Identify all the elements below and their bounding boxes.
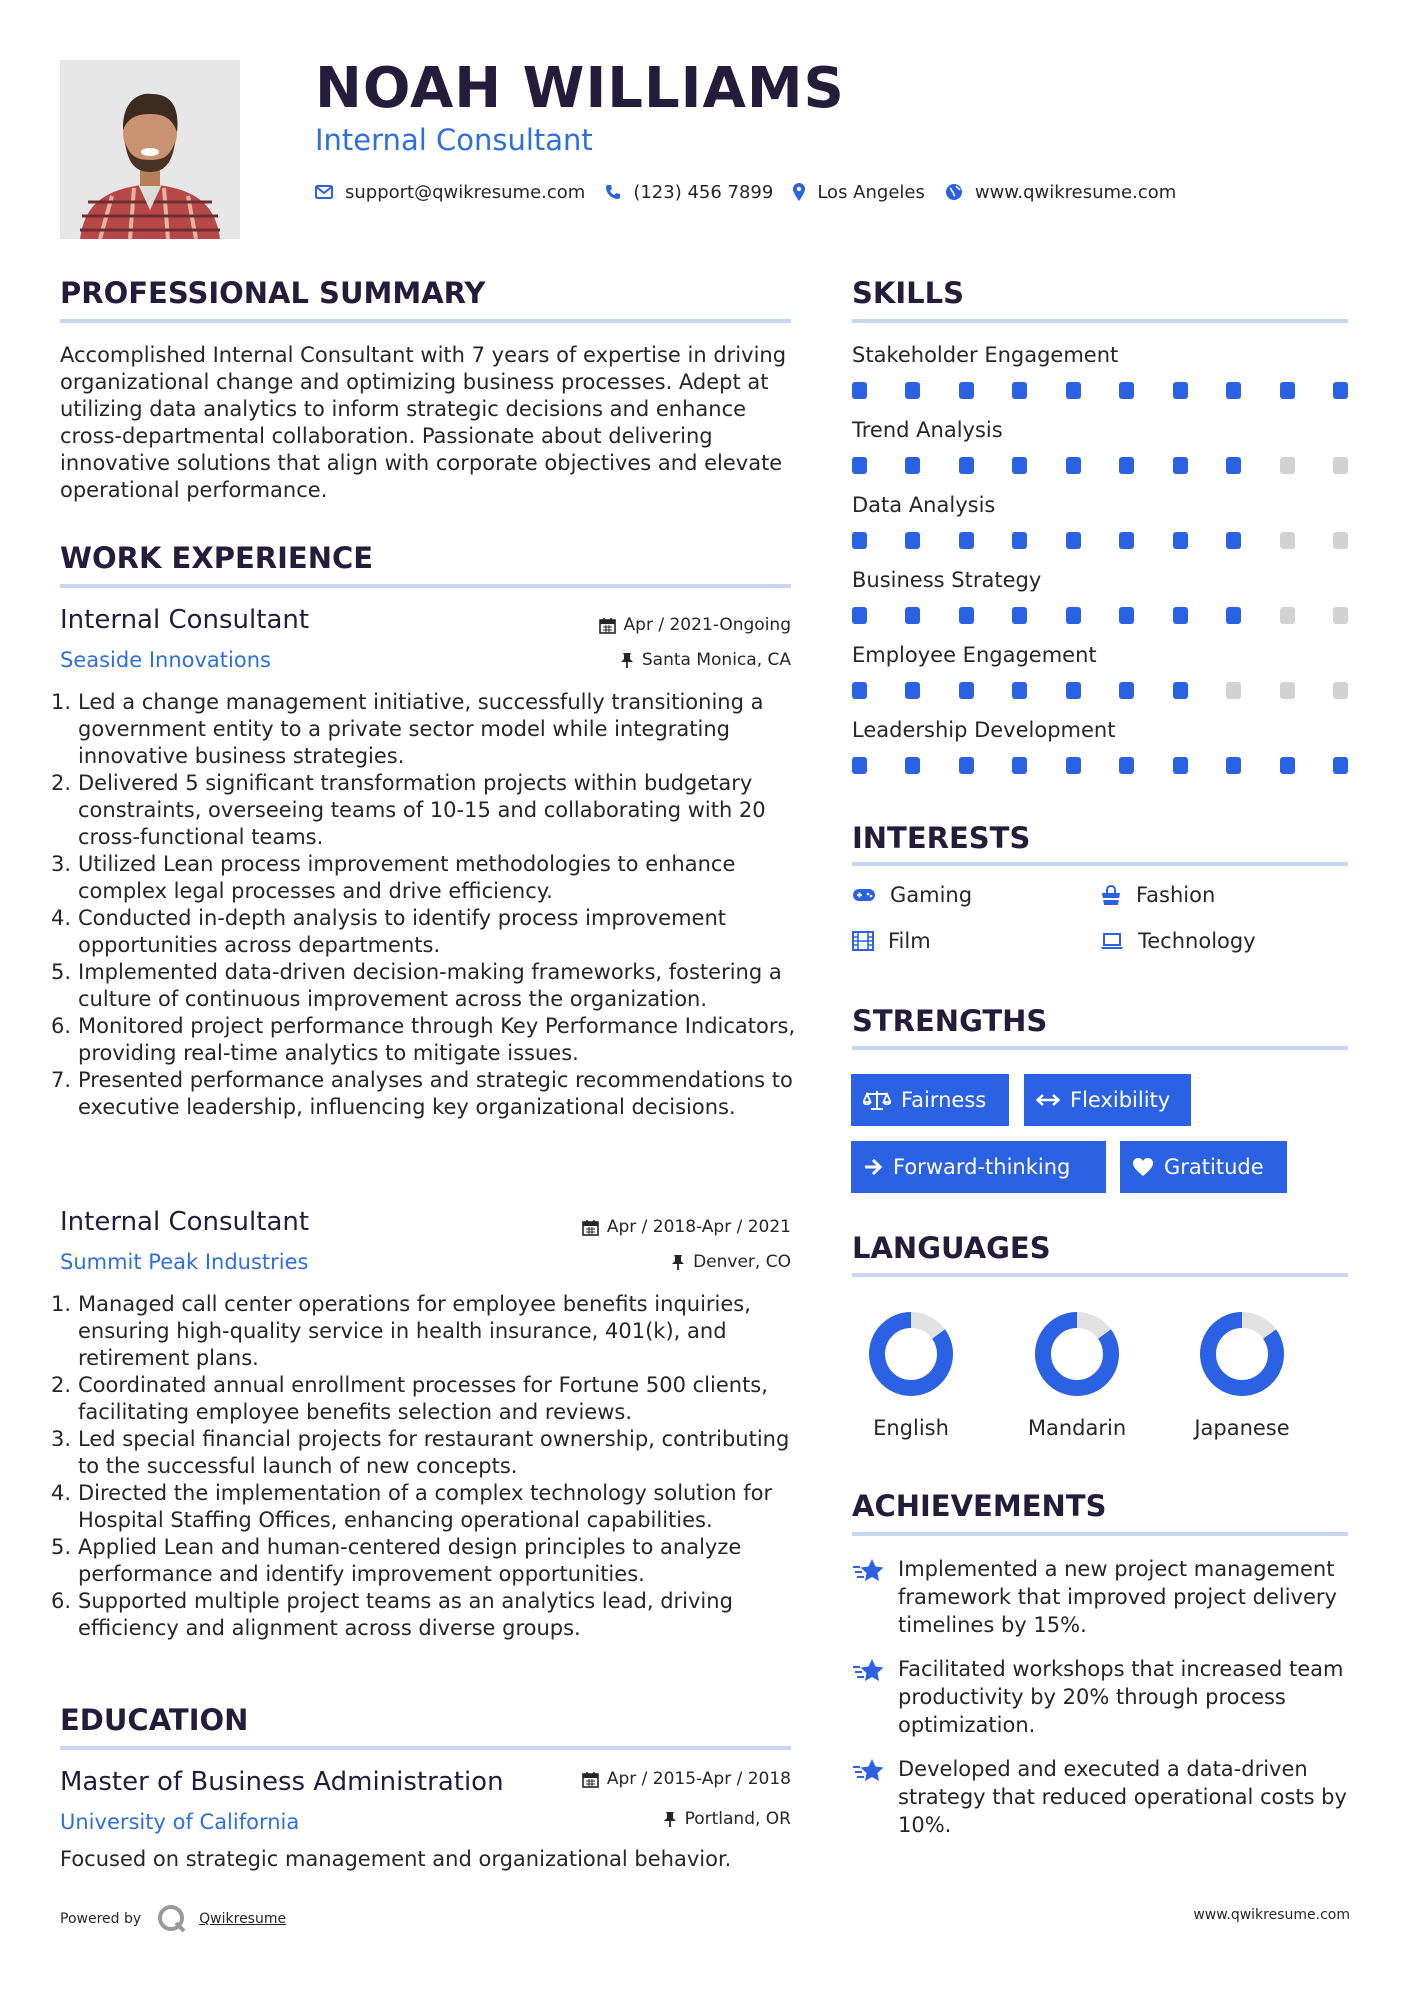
- strength-label: Forward-thinking: [893, 1155, 1071, 1179]
- achievement-text: Developed and executed a data-driven strategy that reduced operational costs by 10%.: [898, 1757, 1347, 1837]
- skill-dot-filled: [1173, 757, 1188, 774]
- language-name: Mandarin: [1027, 1416, 1127, 1440]
- skill-dot-filled: [959, 757, 974, 774]
- contact-location-text: Los Angeles: [817, 181, 925, 203]
- skill-dot-empty: [1333, 457, 1348, 474]
- contact-location: [793, 182, 925, 203]
- profile-photo: [60, 60, 240, 239]
- skill-dot-filled: [1280, 382, 1295, 399]
- skill-dot-filled: [1333, 382, 1348, 399]
- interest-label: Technology: [1138, 929, 1256, 953]
- interest-item: [852, 883, 972, 907]
- education-divider: [60, 1746, 791, 1750]
- language-item: [1012, 1310, 1142, 1440]
- interest-label: Gaming: [890, 883, 973, 907]
- skill-dot-filled: [1173, 457, 1188, 474]
- skill-dot-filled: [959, 382, 974, 399]
- arrows-horizontal-icon: [1036, 1093, 1060, 1107]
- laptop-icon: [1100, 932, 1124, 950]
- experience-heading: WORK EXPERIENCE: [60, 541, 374, 575]
- skill-dot-filled: [852, 457, 867, 474]
- job-dates-text: Apr / 2021-Ongoing: [623, 615, 791, 635]
- company-name: Summit Peak Industries: [60, 1250, 309, 1274]
- skill-dot-filled: [959, 532, 974, 549]
- footer-powered-by: [60, 1902, 286, 1936]
- strength-badge: [1024, 1074, 1191, 1126]
- skill-name: Employee Engagement: [852, 643, 1097, 667]
- education-dates-text: Apr / 2015-Apr / 2018: [606, 1769, 791, 1789]
- strengths-heading: STRENGTHS: [852, 1004, 1048, 1038]
- skill-dot-filled: [1333, 757, 1348, 774]
- skill-dot-empty: [1226, 682, 1241, 699]
- languages-divider: [852, 1273, 1348, 1277]
- strength-label: Flexibility: [1070, 1088, 1171, 1112]
- list-item: 1. Managed call center operations for employee benefits inquiries, ensuring high-quality service in health insurance, 401(k), and retirement plans.: [78, 1291, 798, 1372]
- star-icon: [852, 1657, 886, 1685]
- education-dates: [582, 1769, 791, 1789]
- achievement-text: Facilitated workshops that increased team productivity by 20% through process optimization.: [898, 1657, 1344, 1737]
- list-item: 6. Monitored project performance through Key Performance Indicators, providing real-time analytics to mitigate issues.: [78, 1013, 798, 1067]
- list-item: 1. Led a change management initiative, successfully transitioning a government entity to a private sector model while integrating innovative business strategies.: [78, 689, 798, 770]
- skill-dot-filled: [1012, 532, 1027, 549]
- education-description: Focused on strategic management and organizational behavior.: [60, 1847, 732, 1871]
- skill-dot-filled: [852, 757, 867, 774]
- strength-badge: [851, 1141, 1106, 1193]
- job-title: Internal Consultant: [60, 605, 310, 635]
- skill-dot-filled: [1012, 682, 1027, 699]
- job-dates-text: Apr / 2018-Apr / 2021: [606, 1217, 791, 1237]
- skill-dot-filled: [1066, 382, 1081, 399]
- achievement-item: [852, 1755, 1352, 1839]
- strength-badge: [1120, 1141, 1287, 1193]
- job-dates: [582, 1217, 791, 1237]
- calendar-icon: [599, 617, 616, 634]
- skill-dot-filled: [1119, 607, 1134, 624]
- skill-dot-filled: [905, 607, 920, 624]
- skill-dot-filled: [1119, 682, 1134, 699]
- skill-dot-filled: [1012, 457, 1027, 474]
- powered-by-label: Powered by: [60, 1911, 142, 1927]
- shopping-bag-icon: [1100, 884, 1122, 906]
- strengths-divider: [852, 1046, 1348, 1050]
- skill-name: Leadership Development: [852, 718, 1116, 742]
- job-title: Internal Consultant: [60, 1207, 310, 1237]
- list-item: 4. Conducted in-depth analysis to identify process improvement opportunities across departments.: [78, 905, 798, 959]
- star-icon: [852, 1557, 886, 1585]
- job-location-text: Santa Monica, CA: [641, 650, 791, 670]
- skill-dot-filled: [905, 382, 920, 399]
- qwikresume-logo-icon: [155, 1902, 189, 1936]
- footer-website[interactable]: www.qwikresume.com: [1193, 1907, 1350, 1923]
- skill-dot-empty: [1280, 457, 1295, 474]
- language-name: Japanese: [1194, 1416, 1290, 1440]
- phone-icon: [605, 184, 621, 200]
- list-item: 6. Supported multiple project teams as an analytics lead, driving efficiency and alignment across diverse groups.: [78, 1588, 798, 1642]
- language-proficiency-ring: [1033, 1310, 1121, 1398]
- interest-item: [1100, 929, 1256, 953]
- interests-heading: INTERESTS: [852, 821, 1031, 855]
- company-name: Seaside Innovations: [60, 648, 271, 672]
- skill-rating: [852, 607, 1348, 624]
- globe-icon: [945, 183, 963, 201]
- skill-rating: [852, 757, 1348, 774]
- skill-name: Stakeholder Engagement: [852, 343, 1119, 367]
- skill-dot-empty: [1333, 532, 1348, 549]
- skill-dot-filled: [1012, 757, 1027, 774]
- skill-dot-filled: [852, 382, 867, 399]
- list-item: 5. Applied Lean and human-centered design principles to analyze performance and identify improvement opportunities.: [78, 1534, 798, 1588]
- pushpin-icon: [663, 1811, 677, 1828]
- envelope-icon: [315, 185, 333, 199]
- education-heading: EDUCATION: [60, 1703, 249, 1737]
- film-icon: [852, 931, 874, 951]
- skill-dot-empty: [1280, 607, 1295, 624]
- achievements-heading: ACHIEVEMENTS: [852, 1489, 1107, 1523]
- skill-dot-filled: [1119, 457, 1134, 474]
- skills-heading: SKILLS: [852, 276, 964, 310]
- education-location: [663, 1809, 791, 1829]
- skill-dot-filled: [1119, 757, 1134, 774]
- skill-dot-filled: [1119, 532, 1134, 549]
- contact-email[interactable]: [315, 182, 585, 203]
- contact-phone-text: (123) 456 7899: [633, 181, 774, 203]
- list-item: 4. Directed the implementation of a complex technology solution for Hospital Staffing Offices, enhancing operational capabilities.: [78, 1480, 798, 1534]
- pushpin-icon: [620, 652, 634, 669]
- summary-divider: [60, 319, 791, 323]
- contact-phone[interactable]: [605, 182, 773, 203]
- skill-dot-filled: [852, 532, 867, 549]
- skill-dot-filled: [1173, 607, 1188, 624]
- skill-dot-filled: [1226, 607, 1241, 624]
- skill-dot-filled: [852, 682, 867, 699]
- pushpin-icon: [671, 1254, 685, 1271]
- skill-name: Business Strategy: [852, 568, 1042, 592]
- job-bullets: [78, 689, 798, 1121]
- achievements-divider: [852, 1532, 1348, 1536]
- skill-dot-filled: [959, 682, 974, 699]
- gamepad-icon: [852, 887, 876, 903]
- skill-dot-filled: [1066, 532, 1081, 549]
- achievement-item: [852, 1555, 1352, 1639]
- star-icon: [852, 1757, 886, 1785]
- job-location: [671, 1252, 791, 1272]
- skill-dot-filled: [1226, 757, 1241, 774]
- list-item: 5. Implemented data-driven decision-making frameworks, fostering a culture of continuous improvement across the organization.: [78, 959, 798, 1013]
- balance-scale-icon: [863, 1089, 891, 1111]
- contact-email-text: support@qwikresume.com: [345, 181, 586, 203]
- qwikresume-link[interactable]: Qwikresume: [199, 1911, 287, 1927]
- arrow-right-icon: [863, 1158, 883, 1176]
- strength-label: Gratitude: [1164, 1155, 1264, 1179]
- skill-dot-filled: [1066, 682, 1081, 699]
- skill-rating: [852, 682, 1348, 699]
- experience-divider: [60, 584, 791, 588]
- candidate-name: NOAH WILLIAMS: [315, 56, 845, 121]
- education-location-text: Portland, OR: [684, 1809, 791, 1829]
- interests-divider: [852, 862, 1348, 866]
- candidate-title: Internal Consultant: [315, 123, 593, 157]
- interest-label: Film: [888, 929, 931, 953]
- skill-dot-filled: [1119, 382, 1134, 399]
- skill-dot-empty: [1280, 682, 1295, 699]
- summary-heading: PROFESSIONAL SUMMARY: [60, 276, 486, 310]
- skill-dot-filled: [959, 457, 974, 474]
- skill-dot-filled: [905, 457, 920, 474]
- list-item: 3. Utilized Lean process improvement methodologies to enhance complex legal processes and drive efficiency.: [78, 851, 798, 905]
- map-marker-icon: [793, 183, 805, 201]
- skill-dot-filled: [959, 607, 974, 624]
- skill-dot-filled: [1226, 457, 1241, 474]
- list-item: 7. Presented performance analyses and strategic recommendations to executive leadership, influencing key organizational decisions.: [78, 1067, 798, 1121]
- skill-dot-filled: [905, 682, 920, 699]
- contact-bar: [315, 178, 1196, 206]
- skill-dot-empty: [1333, 682, 1348, 699]
- strength-badge: [851, 1074, 1009, 1126]
- skill-dot-empty: [1280, 532, 1295, 549]
- skill-dot-filled: [1066, 757, 1081, 774]
- skill-rating: [852, 457, 1348, 474]
- job-bullets: [78, 1291, 798, 1642]
- skill-dot-filled: [1066, 457, 1081, 474]
- language-item: [846, 1310, 976, 1440]
- calendar-icon: [582, 1771, 599, 1788]
- skill-rating: [852, 382, 1348, 399]
- interest-item: [852, 929, 931, 953]
- calendar-icon: [582, 1219, 599, 1236]
- skill-dot-filled: [852, 607, 867, 624]
- interest-item: [1100, 883, 1215, 907]
- job-location-text: Denver, CO: [693, 1252, 791, 1272]
- skill-name: Data Analysis: [852, 493, 996, 517]
- skill-dot-filled: [1012, 607, 1027, 624]
- skills-divider: [852, 319, 1348, 323]
- skill-dot-filled: [1173, 532, 1188, 549]
- skill-rating: [852, 532, 1348, 549]
- language-name: English: [873, 1416, 949, 1440]
- language-proficiency-ring: [1198, 1310, 1286, 1398]
- skill-dot-filled: [1226, 532, 1241, 549]
- summary-text: Accomplished Internal Consultant with 7 years of expertise in driving organizational change and optimizing business processes. Adept at utilizing data analytics to inform strategic decisions and enhance cross-departmental collaboration. Passionate about delivering innovative solutions that align with corporate objectives and elevate operational performance.: [60, 343, 787, 502]
- contact-website[interactable]: [945, 182, 1176, 203]
- strength-label: Fairness: [901, 1088, 987, 1112]
- heart-icon: [1132, 1157, 1154, 1177]
- interest-label: Fashion: [1136, 883, 1216, 907]
- achievement-item: [852, 1655, 1352, 1739]
- achievement-text: Implemented a new project management framework that improved project delivery timelines by 15%.: [898, 1557, 1337, 1637]
- degree-title: Master of Business Administration: [60, 1767, 504, 1797]
- job-location: [620, 650, 791, 670]
- list-item: 2. Delivered 5 significant transformation projects within budgetary constraints, overseeing teams of 10-15 and collaborating with 20 cross-functional teams.: [78, 770, 798, 851]
- job-dates: [599, 615, 791, 635]
- contact-website-text: www.qwikresume.com: [974, 181, 1177, 203]
- skill-dot-filled: [1226, 382, 1241, 399]
- skill-name: Trend Analysis: [852, 418, 1003, 442]
- languages-heading: LANGUAGES: [852, 1231, 1051, 1265]
- language-proficiency-ring: [867, 1310, 955, 1398]
- school-name: University of California: [60, 1810, 300, 1834]
- language-item: [1177, 1310, 1307, 1440]
- skill-dot-filled: [1173, 682, 1188, 699]
- skill-dot-filled: [1173, 382, 1188, 399]
- skill-dot-filled: [905, 757, 920, 774]
- list-item: 3. Led special financial projects for restaurant ownership, contributing to the successful launch of new concepts.: [78, 1426, 798, 1480]
- skill-dot-empty: [1333, 607, 1348, 624]
- skill-dot-filled: [905, 532, 920, 549]
- list-item: 2. Coordinated annual enrollment processes for Fortune 500 clients, facilitating employee benefits selection and reviews.: [78, 1372, 798, 1426]
- skill-dot-filled: [1066, 607, 1081, 624]
- skill-dot-filled: [1280, 757, 1295, 774]
- skill-dot-filled: [1012, 382, 1027, 399]
